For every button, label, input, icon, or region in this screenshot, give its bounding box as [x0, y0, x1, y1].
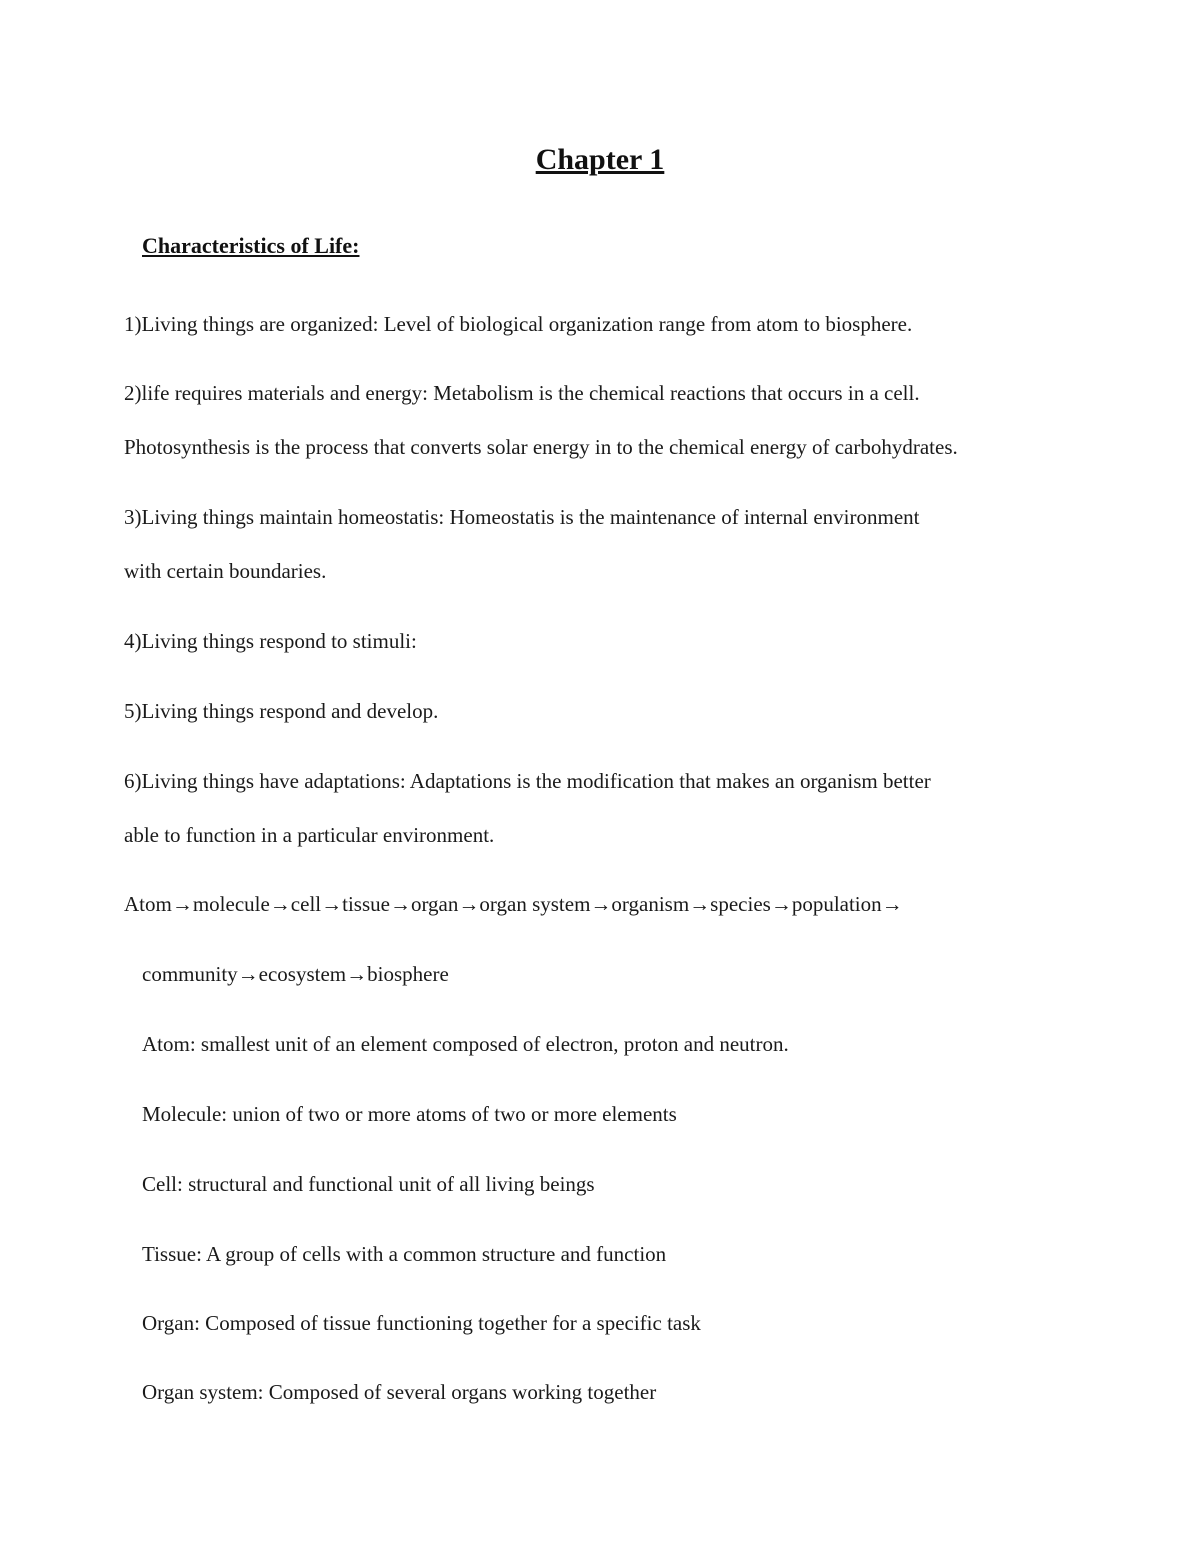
point-4: 4)Living things respond to stimuli: [124, 629, 417, 653]
point-3-line-2: with certain boundaries. [124, 559, 327, 583]
definition-molecule: Molecule: union of two or more atoms of two or more elements [142, 1102, 677, 1126]
definition-organ-system: Organ system: Composed of several organs working together [142, 1380, 657, 1404]
point-2-line-2: Photosynthesis is the process that converts solar energy in to the chemical energy of carbohydrates. [124, 435, 958, 459]
definition-cell: Cell: structural and functional unit of all living beings [142, 1172, 595, 1196]
point-5: 5)Living things respond and develop. [124, 699, 439, 723]
point-6-line-2: able to function in a particular environment. [124, 823, 495, 847]
point-2-line-1: 2)life requires materials and energy: Metabolism is the chemical reactions that occurs in a cell. [124, 381, 920, 405]
definition-tissue: Tissue: A group of cells with a common structure and function [142, 1242, 667, 1266]
point-6-line-1: 6)Living things have adaptations: Adaptations is the modification that makes an organism better [124, 769, 931, 793]
hierarchy-line-2: community→ecosystem→biosphere [142, 962, 449, 986]
definition-atom: Atom: smallest unit of an element composed of electron, proton and neutron. [142, 1032, 789, 1056]
point-1: 1)Living things are organized: Level of biological organization range from atom to biosphere. [124, 312, 913, 336]
section-heading: Characteristics of Life: [142, 233, 360, 258]
point-3-line-1: 3)Living things maintain homeostatis: Homeostatis is the maintenance of internal environment [124, 505, 920, 529]
hierarchy-line-1: Atom→molecule→cell→tissue→organ→organ system→organism→species→population→ [124, 892, 903, 916]
definition-organ: Organ: Composed of tissue functioning together for a specific task [142, 1311, 701, 1335]
page-title: Chapter 1 [535, 143, 665, 176]
